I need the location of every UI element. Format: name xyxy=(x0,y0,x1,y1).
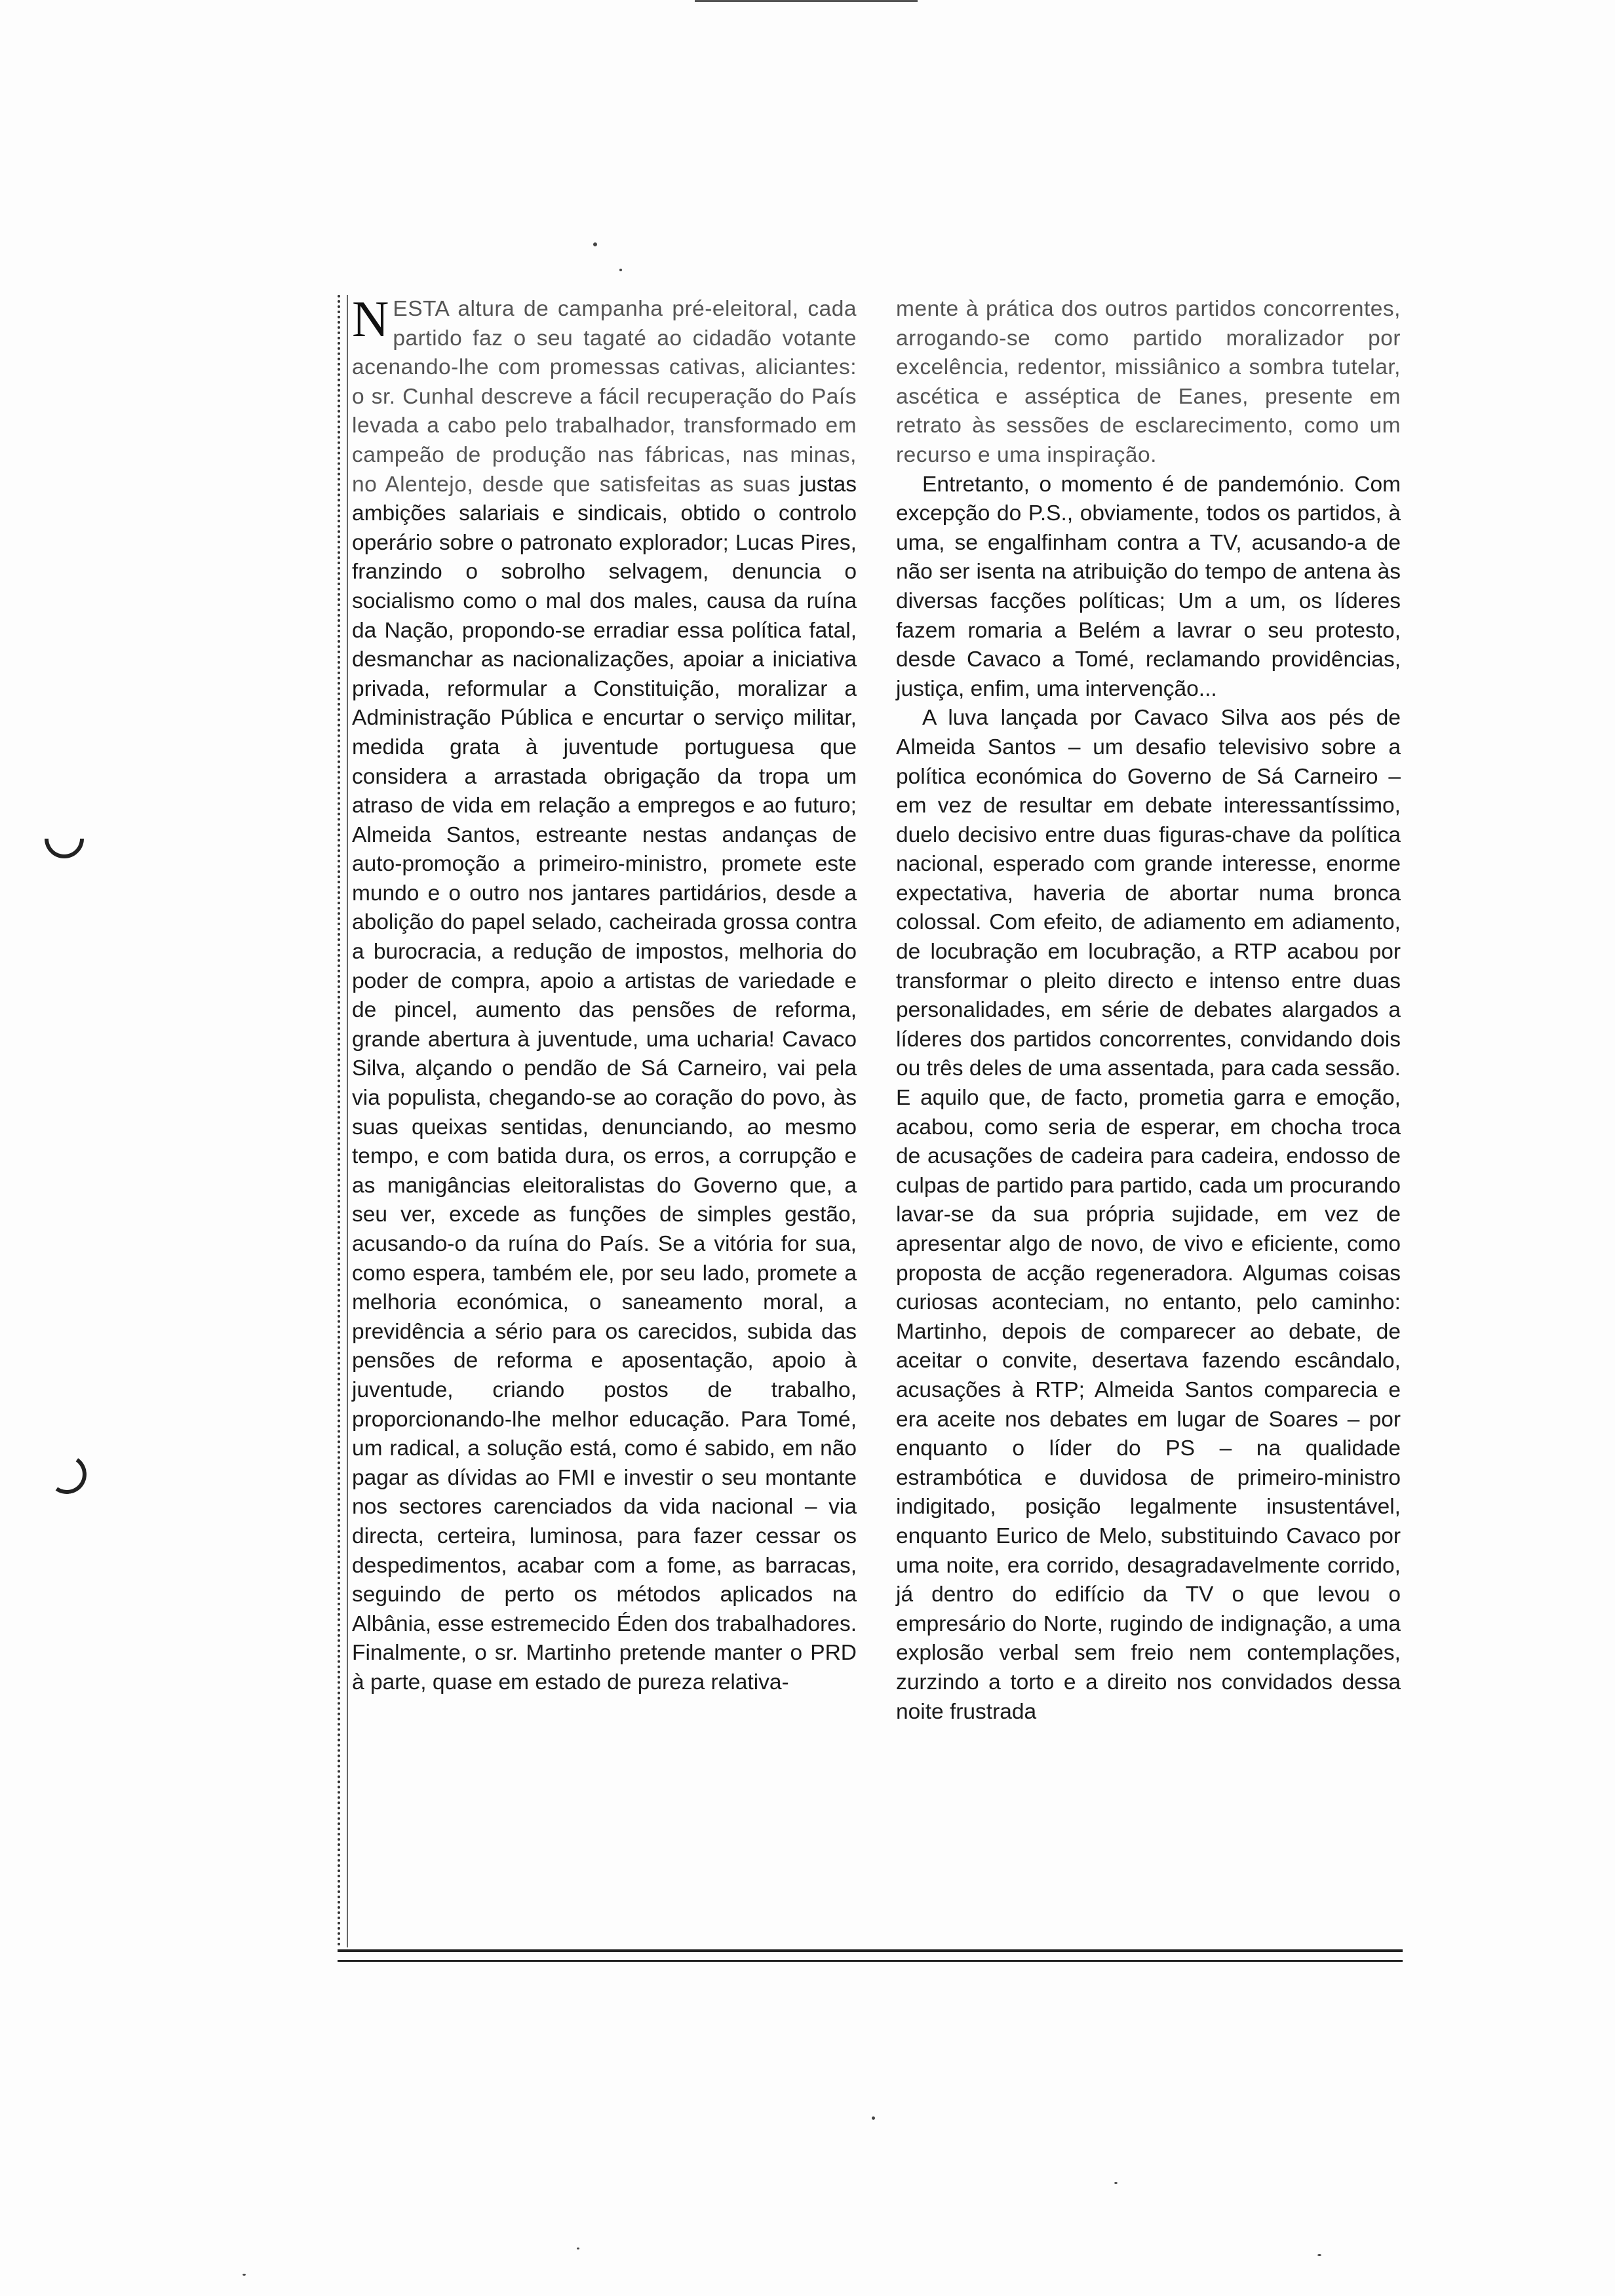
scan-speck xyxy=(1317,2254,1321,2256)
scan-speck xyxy=(243,2274,246,2276)
article-paragraph: A luva lançada por Cavaco Silva aos pés de Almeida Santos – um desafio televisivo sobre a política económica do Governo de Sá Carneiro – em vez de resultar em debate interessantíssimo, duelo decisivo entre duas figuras-chave da política nacional, esperado com grande interesse, enorme expectativa, haveria de abortar numa bronca colossal. Com efeito, de adiamento em adiamento, de locubração em locubração, a RTP acabou por transformar o pleito directo e intenso entre duas personalidades, em série de debates alargados a líderes dos partidos concorrentes, convidando dois ou três deles de uma assentada, para cada sessão. E aquilo que, de facto, prometia garra e emoção, acabou, como seria de esperar, em chocha troca de acusações de cadeira para cadeira, endosso de culpas de partido para partido, cada um procurando lavar-se da sua própria sujidade, em vez de apresentar algo de novo, de vivo e eficiente, como proposta de acção regeneradora. Algumas coisas curiosas aconteciam, no entanto, pelo caminho: Martinho, depois de comparecer ao debate, de aceitar o convite, desertava fazendo escândalo, acusações à RTP; Almeida Santos comparecia e era aceite nos debates em lugar de Soares – por enquanto o líder do PS – na qualidade estrambótica e duvidosa de primeiro-ministro indigitado, posição legalmente insustentável, enquanto Eurico de Melo, substituindo Cavaco por uma noite, era corrido, desagradavelmente corrido, já dentro do edifício da TV o que levou o empresário do Norte, rugindo de indignação, a uma explosão verbal sem freio nem contemplações, zurzindo a torto e a direito nos convidados dessa noite frustrada xyxy=(896,706,1401,1724)
article-left-border xyxy=(338,295,348,1947)
top-rule xyxy=(695,0,918,2)
scan-speck xyxy=(593,242,597,246)
article-paragraph xyxy=(352,290,857,1698)
newspaper-article xyxy=(338,290,1403,1947)
drop-cap: N xyxy=(352,290,389,347)
scan-speck xyxy=(872,2116,875,2120)
faded-text: mente à prática dos outros partidos concorrentes, arrogando-se como partido moralizador por excelência, redentor, missiânico a sombra tutelar, ascética e asséptica de Eanes, presente em retrato às sessões de esclarecimento, como um recurso e uma inspiração. xyxy=(896,297,1401,467)
faded-text: ESTA altura de campanha pré-eleitoral, cada partido faz o seu tagaté ao cidadão votante acenando-lhe com promessas cativas, aliciantes: o sr. Cunhal descreve a fácil recuperação do País levada a cabo pelo trabalhador, transformado em campeão de produção nas fábricas, nas minas, no Alentejo, desde que satisfeitas as suas xyxy=(352,297,857,497)
punch-hole-bottom xyxy=(44,1451,90,1497)
article-paragraph: Entretanto, o momento é de pandemónio. Com excepção do P.S., obviamente, todos os partidos, à uma, se engalfinham contra a TV, acusando-a de não ser isenta na atribuição do tempo de antena às diversas facções políticas; Um a um, os líderes fazem romaria a Belém a lavrar o seu protesto, desde Cavaco a Tomé, reclamando providências, justiça, enfim, uma intervenção... xyxy=(896,472,1401,701)
article-paragraph xyxy=(896,295,1401,470)
article-column-right xyxy=(896,295,1401,1727)
article-bottom-rule xyxy=(338,1949,1403,1962)
body-text: justas ambições salariais e sindicais, obtido o controlo operário sobre o patronato explorador; Lucas Pires, franzindo o sobrolho selvagem, denuncia o socialismo como o mal dos males, causa da ruína da Nação, propondo-se erradiar essa política fatal, desmanchar as nacionalizações, apoiar a iniciativa privada, reformular a Constituição, moralizar a Administração Pública e encurtar o serviço militar, medida grata à juventude portuguesa que considera a arrastada obrigação da tropa um atraso de vida em relação a empregos e ao futuro; Almeida Santos, estreante nestas andanças de auto-promoção a primeiro-ministro, promete este mundo e o outro nos jantares partidários, desde a abolição do papel selado, cacheirada grossa contra a burocracia, a redução de impostos, melhoria do poder de compra, apoio a artistas de variedade e de pincel, aumento das pensões de reforma, grande abertura à juventude, uma ucharia! Cavaco Silva, alçando o pendão de Sá Carneiro, vai pela via populista, chegando-se ao coração do povo, às suas queixas sentidas, denunciando, ao mesmo tempo, e com batida dura, os erros, a corrupção e as manigâncias eleitoralistas do Governo que, a seu ver, excede as funções de simples gestão, acusando-o da ruína do País. Se a vitória for sua, como espera, também ele, por seu lado, promete a melhoria económica, o saneamento moral, a previdência a sério para os carecidos, subida das pensões de reforma e aposentação, apoio à juventude, criando postos de trabalho, proporcionando-lhe melhor educação. Para Tomé, um radical, a solução está, como é sabido, em não pagar as dívidas ao FMI e investir o seu montante nos sectores carenciados da vida nacional – via directa, certeira, luminosa, para fazer cessar os despedimentos, acabar com a fome, as barracas, seguindo de perto os métodos aplicados na Albânia, esse estremecido Éden dos trabalhadores. Finalmente, o sr. Martinho pretende manter o PRD à parte, quase em estado de pureza relativa- xyxy=(352,472,857,1694)
scan-speck xyxy=(1114,2182,1118,2184)
scan-speck xyxy=(619,269,622,271)
punch-hole-top xyxy=(37,811,92,867)
scan-speck xyxy=(577,2248,579,2249)
article-columns xyxy=(352,290,1401,1727)
article-column-left xyxy=(352,290,857,1727)
